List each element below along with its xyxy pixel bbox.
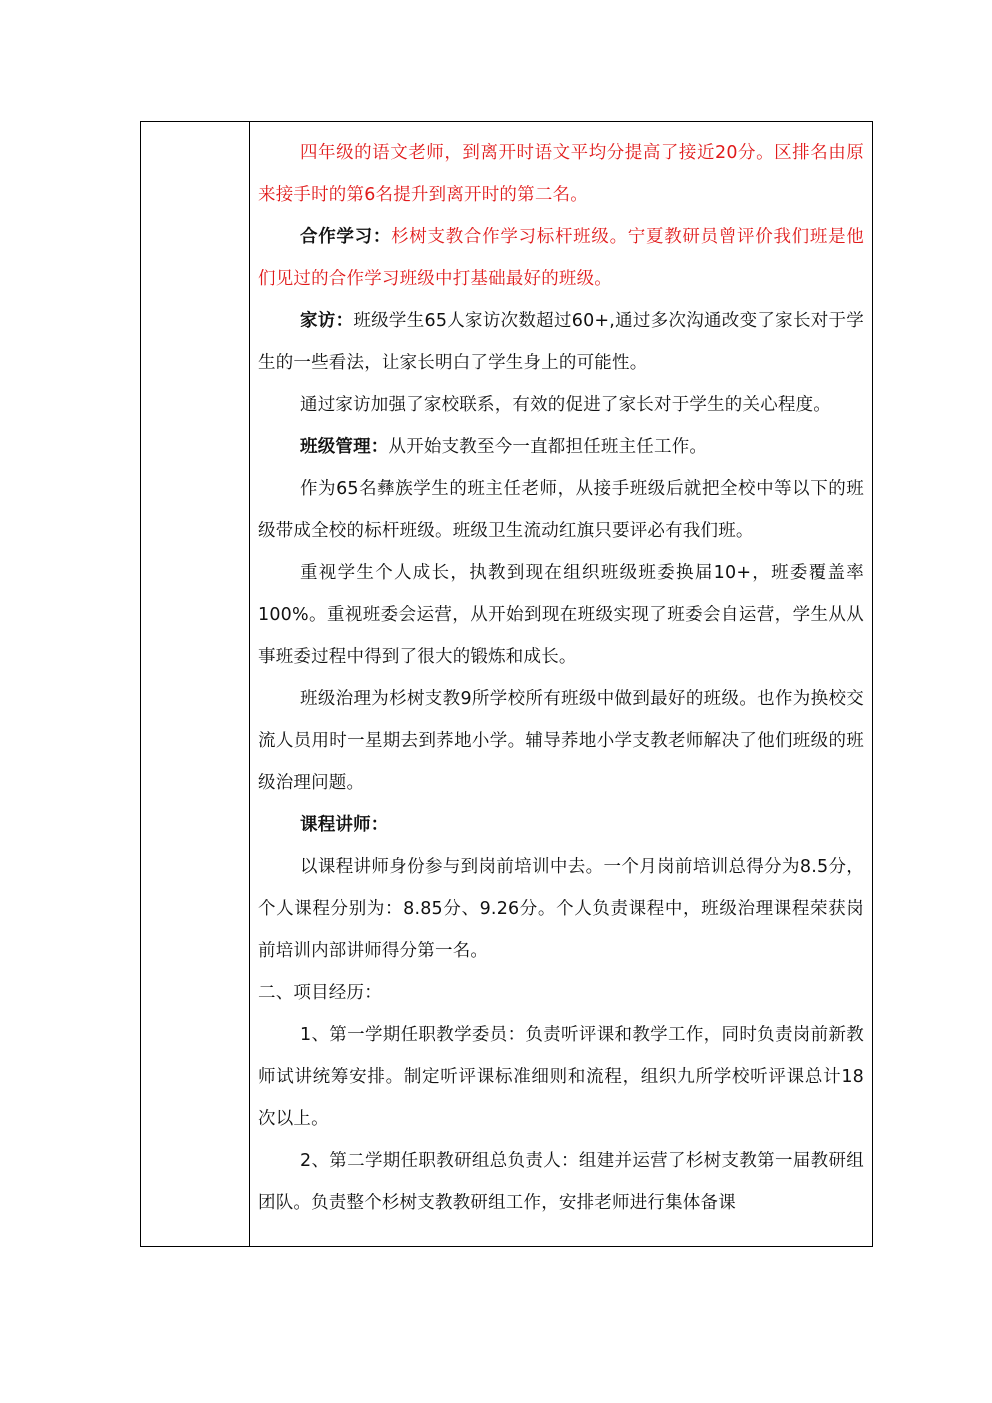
- section-label-home-visit: 家访：: [300, 311, 354, 331]
- paragraph-course-lecturer: [250, 804, 864, 846]
- section-label-cooperative-learning: 合作学习：: [300, 227, 392, 247]
- paragraph-text: 作为65名彝族学生的班主任老师，从接手班级后就把全校中等以下的班级带成全校的标杆班级。班级卫生流动红旗只要评必有我们班。: [258, 479, 864, 541]
- paragraph-cooperative-learning: [250, 216, 864, 300]
- paragraph-training: [250, 846, 864, 972]
- paragraph-chinese-teacher: [250, 132, 864, 216]
- paragraph-teaching-committee: [250, 1014, 864, 1140]
- paragraph-home-school: [250, 384, 864, 426]
- paragraph-text: 班级学生65人家访次数超过60+,通过多次沟通改变了家长对于学生的一些看法，让家长明白了学生身上的可能性。: [258, 311, 864, 373]
- paragraph-class-governance: [250, 678, 864, 804]
- paragraph-homeroom-teacher: [250, 468, 864, 552]
- section-label-class-management: 班级管理：: [300, 437, 389, 457]
- heading-text: 二、项目经历：: [258, 983, 382, 1003]
- paragraph-home-visit: [250, 300, 864, 384]
- paragraph-text: 四年级的语文老师，到离开时语文平均分提高了接近20分。区排名由原来接手时的第6名提升到离开时的第二名。: [258, 143, 864, 205]
- paragraph-research-group: [250, 1140, 864, 1224]
- paragraph-class-management: [250, 426, 864, 468]
- section-label-course-lecturer: 课程讲师：: [300, 815, 389, 835]
- paragraph-student-growth: [250, 552, 864, 678]
- paragraph-text: 重视学生个人成长，执教到现在组织班级班委换届10+，班委覆盖率100%。重视班委会运营，从开始到现在班级实现了班委会自运营，学生从从事班委过程中得到了很大的锻炼和成长。: [258, 563, 864, 667]
- table-right-column: [250, 132, 864, 1224]
- paragraph-text: 从开始支教至今一直都担任班主任工作。: [388, 437, 708, 457]
- paragraph-text: 以课程讲师身份参与到岗前培训中去。一个月岗前培训总得分为8.5分，个人课程分别为：8.85分、9.26分。个人负责课程中，班级治理课程荣获岗前培训内部讲师得分第一名。: [258, 857, 864, 961]
- paragraph-text: 2、第二学期任职教研组总负责人：组建并运营了杉树支教第一届教研组团队。负责整个杉树支教教研组工作，安排老师进行集体备课: [258, 1151, 864, 1213]
- paragraph-text: 杉树支教合作学习标杆班级。宁夏教研员曾评价我们班是他们见过的合作学习班级中打基础最好的班级。: [258, 227, 865, 289]
- content-table: [140, 121, 873, 1247]
- paragraph-text: 班级治理为杉树支教9所学校所有班级中做到最好的班级。也作为换校交流人员用时一星期去到荞地小学。辅导荞地小学支教老师解决了他们班级的班级治理问题。: [258, 689, 864, 793]
- table-left-column: [141, 122, 250, 1246]
- paragraph-text: 1、第一学期任职教学委员：负责听评课和教学工作，同时负责岗前新教师试讲统筹安排。制定听评课标准细则和流程，组织九所学校听评课总计18次以上。: [258, 1025, 864, 1129]
- paragraph-text: 通过家访加强了家校联系，有效的促进了家长对于学生的关心程度。: [300, 395, 831, 415]
- section-heading-project-experience: [250, 972, 864, 1014]
